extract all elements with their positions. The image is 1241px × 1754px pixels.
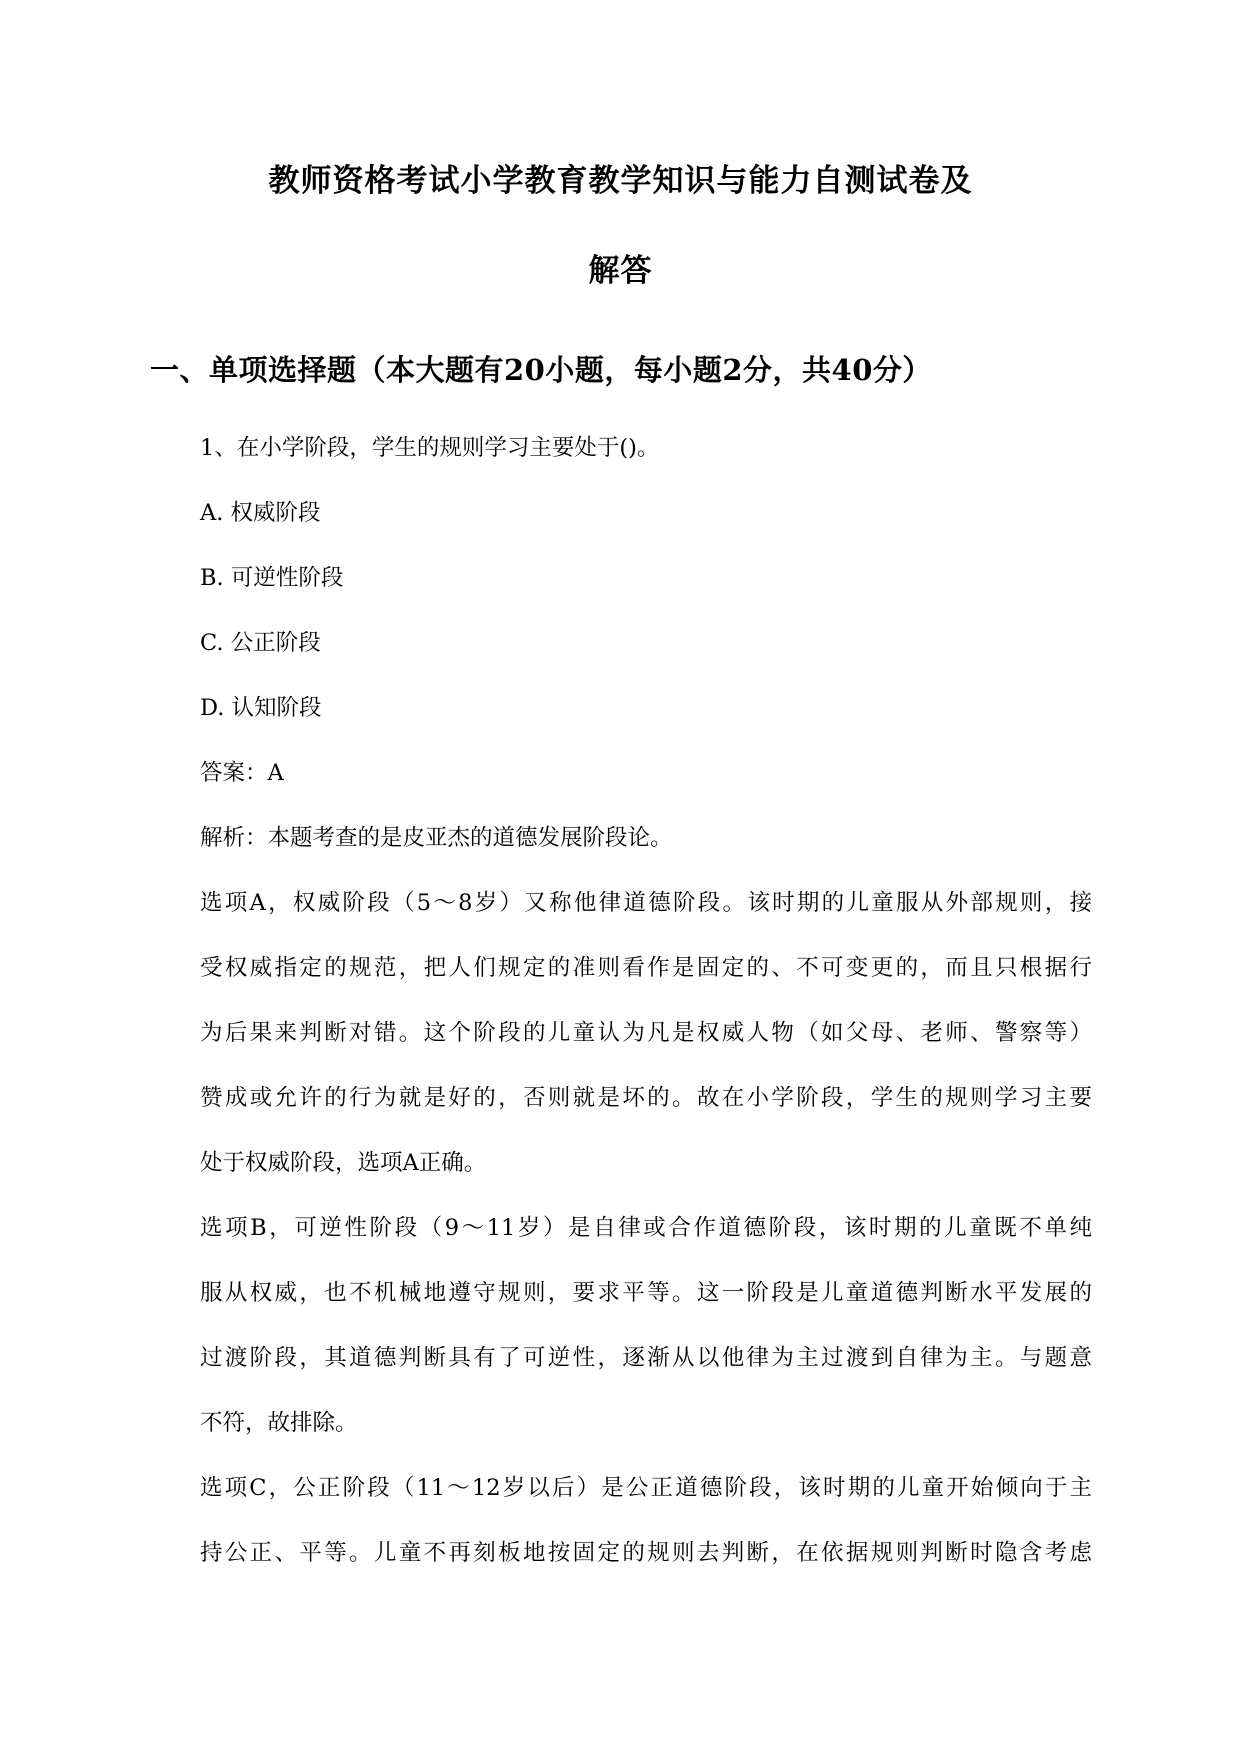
- analysis-intro: 解析：本题考查的是皮亚杰的道德发展阶段论。: [200, 825, 673, 851]
- option-b: B. 可逆性阶段: [200, 565, 344, 591]
- document-title-line-1: 教师资格考试小学教育教学知识与能力自测试卷及: [268, 163, 973, 199]
- section-heading: 一、单项选择题（本大题有20小题，每小题2分，共40分）: [150, 353, 932, 387]
- paragraph-b-line: 过渡阶段，其道德判断具有了可逆性，逐渐从以他律为主过渡到自律为主。与题意: [200, 1345, 1092, 1371]
- option-a: A. 权威阶段: [200, 500, 321, 526]
- question-stem: 1、在小学阶段，学生的规则学习主要处于()。: [200, 435, 660, 461]
- paragraph-b-line: 选项B，可逆性阶段（9～11岁）是自律或合作道德阶段，该时期的儿童既不单纯: [200, 1215, 1092, 1241]
- answer-line: 答案：A: [200, 760, 284, 786]
- paragraph-a-line: 受权威指定的规范，把人们规定的准则看作是固定的、不可变更的，而且只根据行: [200, 955, 1092, 981]
- paragraph-c-line: 选项C，公正阶段（11～12岁以后）是公正道德阶段，该时期的儿童开始倾向于主: [200, 1475, 1092, 1501]
- analysis-paragraph-b: [200, 1212, 1092, 1439]
- analysis-paragraph-a: [200, 887, 1092, 1179]
- option-d: D. 认知阶段: [200, 695, 322, 721]
- paragraph-c-line: 持公正、平等。儿童不再刻板地按固定的规则去判断，在依据规则判断时隐含考虑: [200, 1540, 1092, 1566]
- paragraph-a-line: 赞成或允许的行为就是好的，否则就是坏的。故在小学阶段，学生的规则学习主要: [200, 1085, 1092, 1111]
- paragraph-b-line: 服从权威，也不机械地遵守规则，要求平等。这一阶段是儿童道德判断水平发展的: [200, 1280, 1092, 1306]
- paragraph-b-line: 不符，故排除。: [200, 1410, 358, 1436]
- analysis-paragraph-c: [200, 1472, 1092, 1569]
- paragraph-a-line: 处于权威阶段，选项A正确。: [200, 1150, 487, 1176]
- paragraph-a-line: 为后果来判断对错。这个阶段的儿童认为凡是权威人物（如父母、老师、警察等）: [200, 1020, 1092, 1046]
- document-title-line-2: 解答: [588, 253, 653, 289]
- paragraph-a-line: 选项A，权威阶段（5～8岁）又称他律道德阶段。该时期的儿童服从外部规则，接: [200, 890, 1092, 916]
- option-c: C. 公正阶段: [200, 630, 321, 656]
- question-1-body: [200, 432, 1092, 1602]
